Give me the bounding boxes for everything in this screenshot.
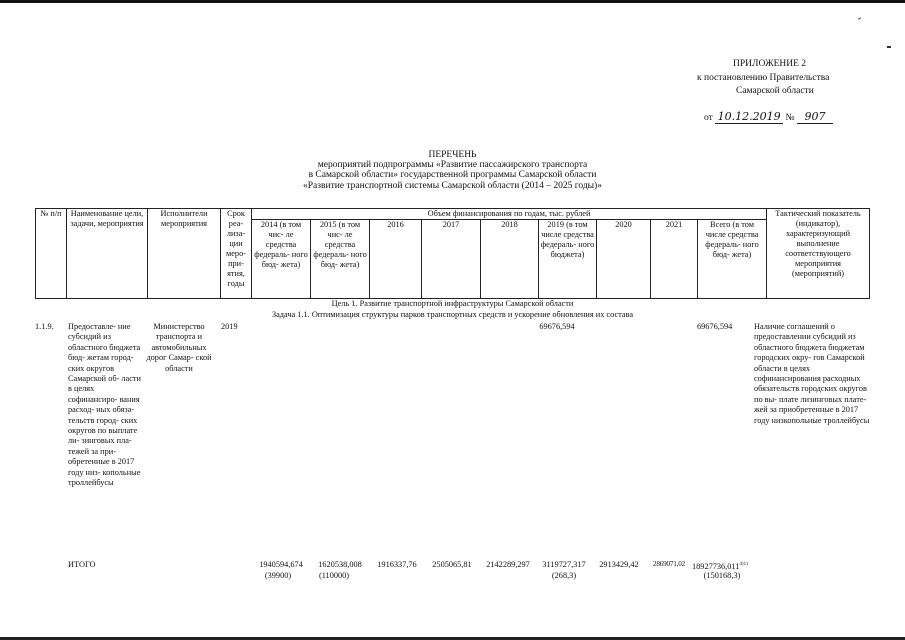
totals-2015: 1620538,008 (318, 560, 362, 569)
totals-label: ИТОГО (68, 560, 96, 569)
task-line: Задача 1.1. Оптимизация структуры парков транспортных средств и ускорение обновления их состава (271, 310, 634, 319)
row-term: 2019 (221, 322, 238, 331)
header-indicator: Тактический показатель (индикатор), характеризующий выполнение соответствующего мероприятия (мероприятий) (767, 209, 870, 299)
header-executors: Исполнители мероприятия (148, 209, 221, 299)
row-value-2019: 69676,594 (539, 322, 575, 331)
totals-2019-fed: (268,3) (551, 571, 577, 580)
number-value: 907 (797, 111, 833, 124)
totals-total: 18927736,011 (692, 561, 740, 571)
goal-line: Цель 1. Развитие транспортной инфраструктуры Самарской области (331, 299, 574, 308)
totals-2018: 2142289,297 (486, 560, 530, 569)
appendix-line2: к постановлению Правительства (697, 73, 830, 83)
document-subtitle-1: мероприятий подпрограммы «Развитие пассажирского транспорта (317, 160, 588, 170)
header-2018: 2018 (481, 220, 539, 299)
row-num: 1.1.9. (35, 322, 54, 331)
scan-edge-top (0, 0, 905, 3)
totals-2014: 1940594,674 (259, 560, 303, 569)
funding-table-header (35, 208, 870, 299)
header-term: Срок реа- лиза- ции меро- при- ятия, годы (221, 209, 252, 299)
number-prefix: № (785, 113, 795, 123)
header-total: Всего (в том числе средства федераль- ного бюд- жета) (698, 220, 767, 299)
document-title: ПЕРЕЧЕНЬ (428, 150, 477, 160)
row-value-total: 69676,594 (697, 322, 733, 331)
totals-2019: 3119727,317 (542, 560, 586, 569)
totals-total-fed: (150168,3) (703, 571, 741, 580)
date-value: 10.12.2019 (715, 111, 783, 124)
header-funding-group: Объем финансирования по годам, тыс. рублей (252, 209, 767, 220)
totals-2021: 2869071,02 (652, 560, 686, 568)
header-num: № п/п (36, 209, 67, 299)
appendix-date-line (704, 111, 884, 124)
scan-speck (858, 17, 861, 19)
row-name: Предоставле- ние субсидий из областного бюджета бюд- жетам город- ских округов Самарской об- ласти в целях софинансиро- вания расход- ных обяза- тельств город- ских округов по выплате ли- зинговых пла- тежей за при- обретенные в 2017 году низ- копольные троллейбусы (68, 322, 141, 488)
totals-total-note: 4)1) (739, 562, 748, 567)
totals-2014-fed: (39900) (264, 571, 292, 580)
header-2020: 2020 (597, 220, 651, 299)
header-2014: 2014 (в том чис- ле средства федераль- ного бюд- жета) (252, 220, 311, 299)
header-2016: 2016 (370, 220, 422, 299)
header-name: Наименование цели, задачи, мероприятия (67, 209, 148, 299)
document-subtitle-3: «Развитие транспортной системы Самарской области (2014 – 2025 годы)» (303, 181, 602, 191)
row-executor: Министерство транспорта и автомобильных дорог Самар- ской области (146, 322, 212, 373)
row-indicator: Наличие соглашений о предоставлении субсидий из областного бюджета бюджетам городских окру- гов Самарской области в целях софинансирования расходных обязательств городских округов по вы- плате лизинговых плате- жей за приобретенные в 2017 году низкопольные троллейбусы (754, 322, 870, 425)
appendix-line3: Самарской области (736, 86, 814, 96)
totals-2017: 2505065,81 (432, 560, 472, 569)
totals-2016: 1916337,76 (377, 560, 417, 569)
appendix-title: ПРИЛОЖЕНИЕ 2 (733, 59, 807, 69)
totals-2015-fed: (110000) (318, 571, 350, 580)
header-2021: 2021 (651, 220, 698, 299)
header-2017: 2017 (422, 220, 481, 299)
date-prefix: от (704, 113, 713, 123)
header-2019: 2019 (в том числе средства федераль- ного бюджета) (539, 220, 597, 299)
header-2015: 2015 (в том чис- ле средства федераль- ного бюд- жета) (311, 220, 370, 299)
totals-2020: 2913429,42 (599, 560, 639, 569)
scan-speck (887, 46, 891, 48)
document-subtitle-2: в Самарской области» государственной программы Самарской области (308, 170, 597, 180)
